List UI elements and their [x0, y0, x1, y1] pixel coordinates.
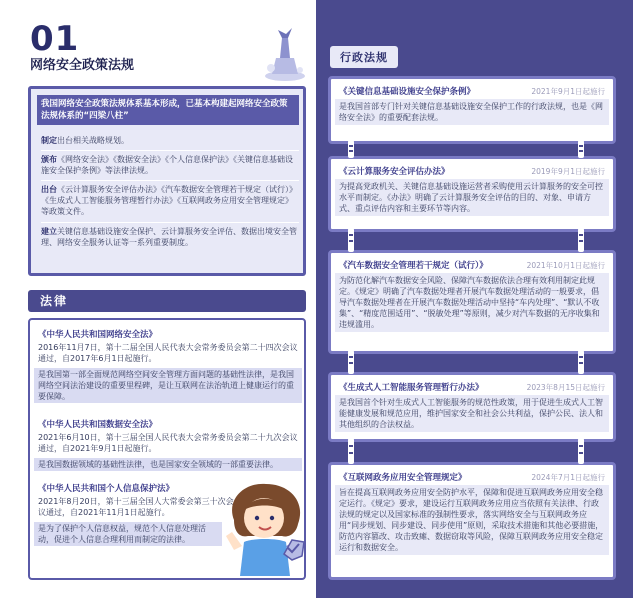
regulation-name: 《互联网政务应用安全管理规定》	[339, 473, 467, 483]
monument-illustration	[262, 24, 308, 82]
policy-item-strategy	[41, 135, 299, 146]
policy-item-text: 《云计算服务安全评估办法》《汽车数据安全管理若干规定（试行）》《生成式人工智能服务管理暂行办法》《互联网政务应用安全管理规定》等政策文件。	[41, 185, 297, 216]
law-name: 《中华人民共和国网络安全法》	[38, 330, 158, 340]
cartoon-girl-illustration	[222, 480, 308, 576]
regulation-date: 2021年10月1日起施行	[526, 261, 605, 270]
card-connector	[348, 438, 354, 464]
regulation-date: 2024年7月1日起施行	[531, 473, 605, 482]
card-connector	[578, 350, 584, 374]
policy-item-systems	[41, 222, 299, 248]
section-number: 01	[30, 19, 80, 59]
law-highlight: 是为了保护个人信息权益，规范个人信息处理活动，促进个人信息合理利用而制定的法律。	[34, 522, 222, 546]
card-connector	[578, 228, 584, 252]
regulation-date: 2023年8月15日起施行	[526, 383, 605, 392]
policy-item-key: 制定	[41, 136, 57, 145]
section-title: 网络安全政策法规	[30, 58, 135, 73]
policy-item-documents	[41, 180, 299, 217]
regulation-card	[328, 250, 616, 354]
regulation-name: 《汽车数据安全管理若干规定（试行）》	[339, 261, 488, 271]
laws-header-bar	[28, 290, 306, 312]
card-connector	[348, 350, 354, 374]
policy-item-key: 颁布	[41, 155, 57, 164]
law-highlight: 是我国第一部全面规范网络空间安全管理方面问题的基础性法律，是我国网络空间法治建设的重要里程碑，是让互联网在法治轨道上健康运行的重要保障。	[34, 368, 302, 403]
card-connector	[348, 228, 354, 252]
regulation-text: 为防范化解汽车数据安全风险、保障汽车数据依法合理有效利用制定此规定。《规定》明确了汽车数据处理者开展汽车数据处理活动的一般要求，倡导汽车数据处理者在开展汽车数据处理活动中坚持“车内处理”、“默认不收集”、“精度范围适用”、“脱敏处理”等原则，减少对汽车数据的无序收集和违规滥用。	[335, 273, 609, 332]
law-highlight: 是我国数据领域的基础性法律，也是国家安全领域的一部重要法律。	[34, 458, 302, 471]
regulation-card	[328, 156, 616, 232]
law-name: 《中华人民共和国数据安全法》	[38, 420, 158, 430]
policy-headline: 我国网络安全政策法规体系基本形成，已基本构建起网络安全政策法规体系的“四梁八柱”	[37, 95, 299, 125]
regulation-name: 《生成式人工智能服务管理暂行办法》	[339, 383, 484, 393]
regulation-text: 是我国首个针对生成式人工智能服务的规范性政策，用于促进生成式人工智能健康发展和规范应用，维护国家安全和社会公共利益，保护公民、法人和其他组织的合法权益。	[335, 395, 609, 432]
card-connector	[578, 438, 584, 464]
regulation-date: 2019年9月1日起施行	[531, 167, 605, 176]
law-text: 2021年8月20日，第十三届全国人大常委会第三十次会议通过，自2021年11月1日起施行。	[38, 497, 234, 517]
policy-item-key: 出台	[41, 185, 57, 194]
left-panel	[0, 0, 316, 598]
regulation-text: 是我国首部专门针对关键信息基础设施安全保护工作的行政法规，也是《网络安全法》的重要配套法规。	[335, 99, 609, 125]
regulation-card	[328, 372, 616, 442]
card-connector	[578, 140, 584, 158]
regulation-card	[328, 462, 616, 580]
policy-summary-box	[28, 86, 306, 276]
regulations-tag: 行政法规	[330, 46, 398, 68]
law-text: 2016年11月7日，第十二届全国人民代表大会常务委员会第二十四次会议通过，自2017年6月1日起施行。	[38, 343, 298, 363]
regulation-date: 2021年9月1日起施行	[531, 87, 605, 96]
regulation-text: 旨在提高互联网政务应用安全防护水平，保障和促进互联网政务应用安全稳定运行。《规定》要求，建设运行互联网政务应用应当依照有关法律、行政法规的规定以及国家标准的强制性要求，落实网络安全与互联网政务应用“同步规划、同步建设、同步使用”原则，采取技术措施和其他必要措施，防范内容篡改、攻击致瘫、数据窃取等风险，保障互联网政务应用安全稳定运行和数据安全。	[335, 485, 609, 555]
policy-item-key: 建立	[41, 227, 57, 236]
law-name: 《中华人民共和国个人信息保护法》	[38, 484, 175, 494]
regulation-card	[328, 76, 616, 144]
policy-item-laws	[41, 150, 299, 176]
policy-item-text: 出台相关战略规划。	[57, 136, 129, 145]
policy-item-text: 《网络安全法》《数据安全法》《个人信息保护法》《关键信息基础设施安全保护条例》等法律法规。	[41, 155, 293, 175]
law-text: 2021年6月10日，第十三届全国人民代表大会常务委员会第二十九次会议通过，自2021年9月1日起施行。	[38, 433, 298, 453]
regulation-name: 《云计算服务安全评估办法》	[339, 167, 450, 177]
regulation-name: 《关键信息基础设施安全保护条例》	[339, 87, 476, 97]
card-connector	[348, 140, 354, 158]
regulation-text: 为提高党政机关、关键信息基础设施运营者采购使用云计算服务的安全可控水平而制定。《办法》明确了云计算服务安全评估的目的、对象、申请方式、重点评估内容和主要环节等内容。	[335, 179, 609, 216]
laws-tag: 法律	[40, 294, 69, 308]
policy-item-text: 关键信息基础设施安全保护、云计算服务安全评估、数据出境安全管理、网络安全服务认证等一系列重要制度。	[41, 227, 297, 247]
